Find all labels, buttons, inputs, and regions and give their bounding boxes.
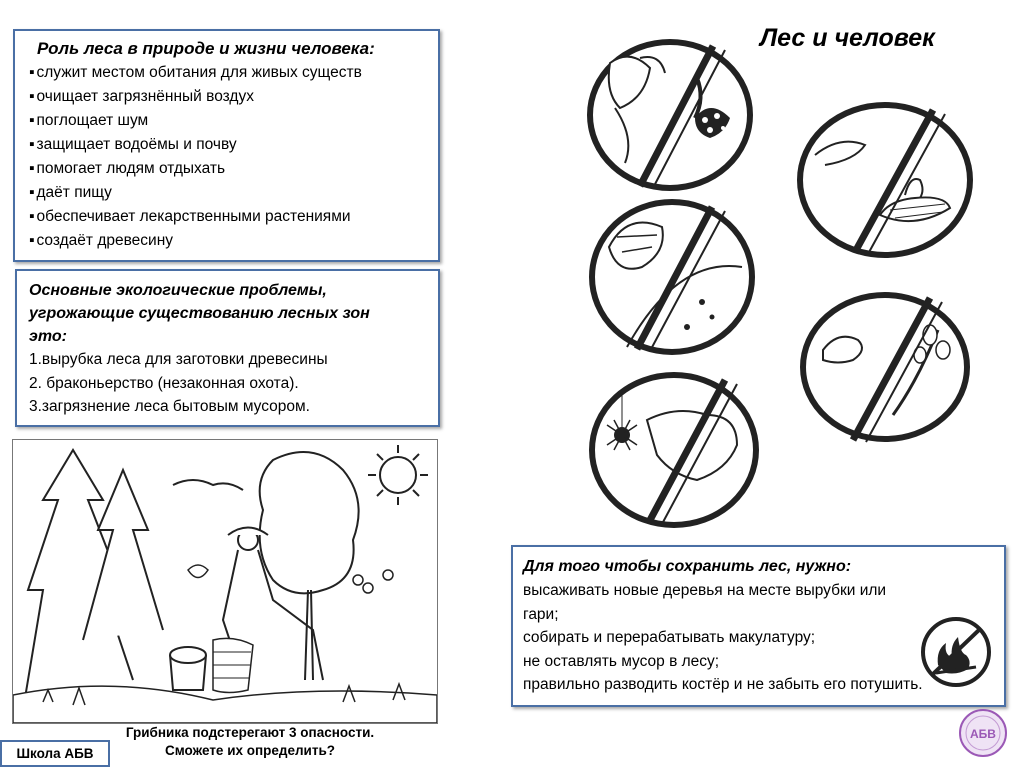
problems-title-line: это: xyxy=(29,328,67,345)
list-item: ▪ создаёт древесину xyxy=(29,229,424,253)
preservation-line: собирать и перерабатывать макулатуру; xyxy=(523,629,816,646)
ecological-problems-box xyxy=(15,269,440,427)
forest-role-title: Роль леса в природе и жизни человека: xyxy=(37,39,375,58)
problem-item: 3.загрязнение леса бытовым мусором. xyxy=(29,398,310,415)
forest-mushroom-picker-picture xyxy=(12,439,438,724)
picture-caption xyxy=(60,724,440,760)
list-item: ▪ служит местом обитания для живых существ xyxy=(29,61,424,85)
problems-title-line: Основные экологические проблемы, xyxy=(29,282,327,299)
preservation-title: Для того чтобы сохранить лес, нужно: xyxy=(523,558,852,575)
list-item: ▪ помогает людям отдыхать xyxy=(29,157,424,181)
preservation-line: не оставлять мусор в лесу; xyxy=(523,652,720,670)
list-item: ▪ даёт пищу xyxy=(29,181,424,205)
list-item: ▪ очищает загрязнённый воздух xyxy=(29,85,424,109)
caption-line: Грибника подстерегают 3 опасности. xyxy=(125,725,375,740)
no-touching-nests-icon xyxy=(795,100,975,260)
problem-item: 1.вырубка леса для заготовки древесины xyxy=(29,351,328,368)
problems-title-line: угрожающие существованию лесных зон xyxy=(29,305,370,322)
no-trampling-anthill-icon xyxy=(587,197,757,357)
forest-role-box xyxy=(13,29,440,262)
no-campfire-icon xyxy=(918,615,994,689)
caption-line: Сможете их определить? xyxy=(164,743,336,758)
page-title: Лес и человек xyxy=(760,24,935,52)
preservation-line: гари; xyxy=(523,605,559,623)
no-breaking-branches-icon xyxy=(798,290,973,445)
logo-text: АБВ xyxy=(970,727,996,741)
preservation-line: высаживать новые деревья на месте вырубки или xyxy=(523,582,887,599)
school-label: Школа АБВ xyxy=(0,740,110,767)
list-item: ▪ поглощает шум xyxy=(29,109,424,133)
problem-item: 2. браконьерство (незаконная охота). xyxy=(29,374,299,392)
no-picking-mushrooms-icon xyxy=(585,38,755,193)
list-item: ▪ обеспечивает лекарственными растениями xyxy=(29,205,424,229)
preservation-line: правильно разводить костёр и не забыть его потушить. xyxy=(523,676,923,693)
forest-role-list xyxy=(29,61,424,253)
list-item: ▪ защищает водоёмы и почву xyxy=(29,133,424,157)
school-logo-icon xyxy=(958,708,1008,758)
no-catching-insects-icon xyxy=(587,370,762,530)
